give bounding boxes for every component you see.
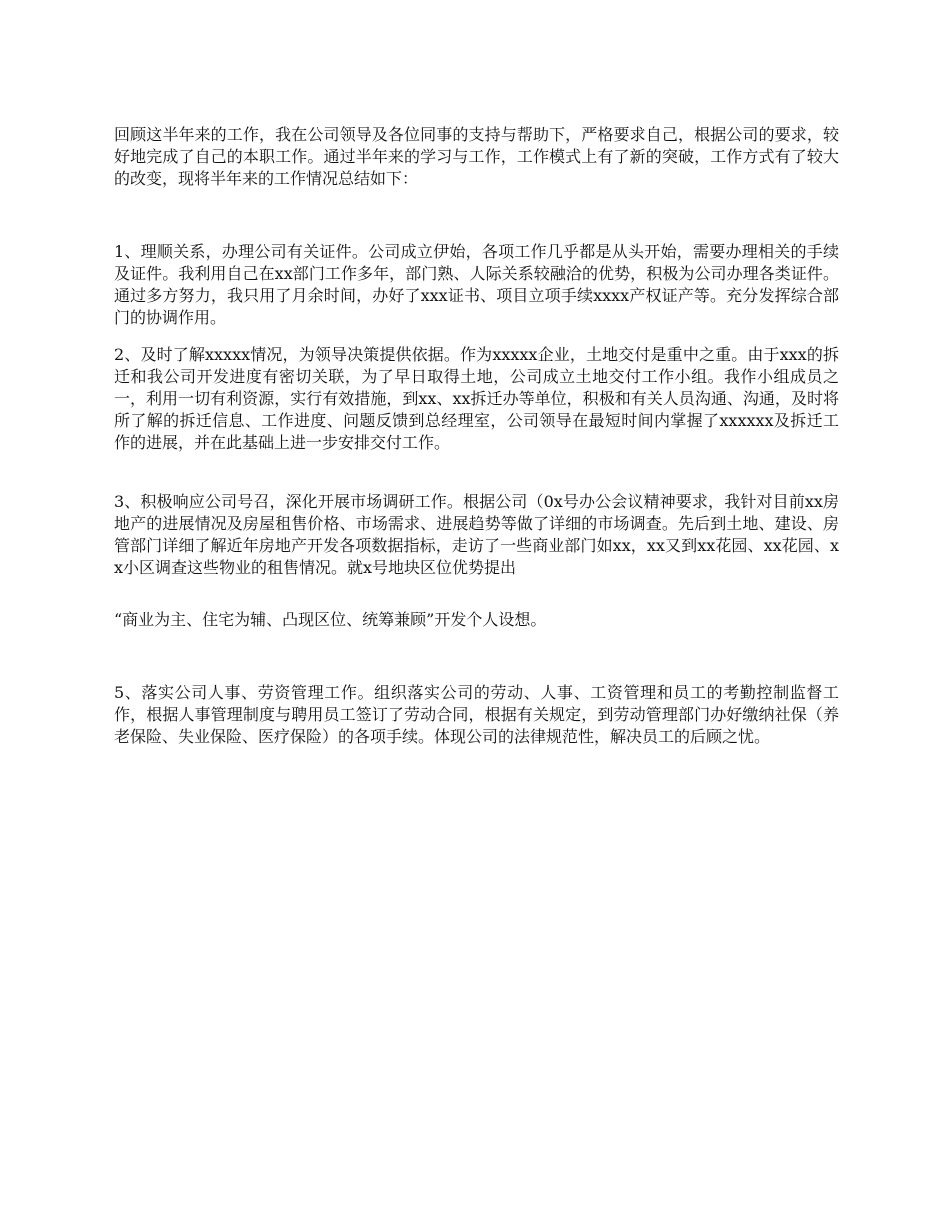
quote-paragraph: “商业为主、住宅为辅、凸现区位、统筹兼顾”开发个人设想。 bbox=[114, 610, 547, 629]
item-1-paragraph: 1、理顺关系，办理公司有关证件。公司成立伊始，各项工作几乎都是从头开始，需要办理相关的手续及证件。我利用自己在xx部门工作多年，部门熟、人际关系较融洽的优势，积极为公司办理各类证件。通过多方努力，我只用了月余时间，办好了xxx证书、项目立项手续xxxx产权证产等。充分发挥综合部门的协调作用。 bbox=[114, 242, 839, 327]
item-5-paragraph: 5、落实公司人事、劳资管理工作。组织落实公司的劳动、人事、工资管理和员工的考勤控制监督工作，根据人事管理制度与聘用员工签订了劳动合同，根据有关规定，到劳动管理部门办好缴纳社保（养老保险、失业保险、医疗保险）的各项手续。体现公司的法律规范性，解决员工的后顾之忧。 bbox=[114, 683, 839, 746]
intro-paragraph: 回顾这半年来的工作，我在公司领导及各位同事的支持与帮助下，严格要求自己，根据公司的要求，较好地完成了自己的本职工作。通过半年来的学习与工作，工作模式上有了新的突破，工作方式有了较大的改变，现将半年来的工作情况总结如下： bbox=[114, 125, 839, 188]
item-3-paragraph: 3、积极响应公司号召，深化开展市场调研工作。根据公司（0x号办公会议精神要求，我针对目前xx房地产的进展情况及房屋租售价格、市场需求、进展趋势等做了详细的市场调查。先后到土地、建设、房管部门详细了解近年房地产开发各项数据指标，走访了一些商业部门如xx，xx又到xx花园、xx花园、xx小区调查这些物业的租售情况。就x号地块区位优势提出 bbox=[114, 492, 839, 577]
item-2-paragraph: 2、及时了解xxxxx情况，为领导决策提供依据。作为xxxxx企业，土地交付是重中之重。由于xxx的拆迁和我公司开发进度有密切关联，为了早日取得土地，公司成立土地交付工作小组。我作小组成员之一，利用一切有利资源，实行有效措施，到xx、xx拆迁办等单位，积极和有关人员沟通、沟通，及时将所了解的拆迁信息、工作进度、问题反馈到总经理室，公司领导在最短时间内掌握了xxxxxx及拆迁工作的进展，并在此基础上进一步安排交付工作。 bbox=[114, 345, 839, 452]
